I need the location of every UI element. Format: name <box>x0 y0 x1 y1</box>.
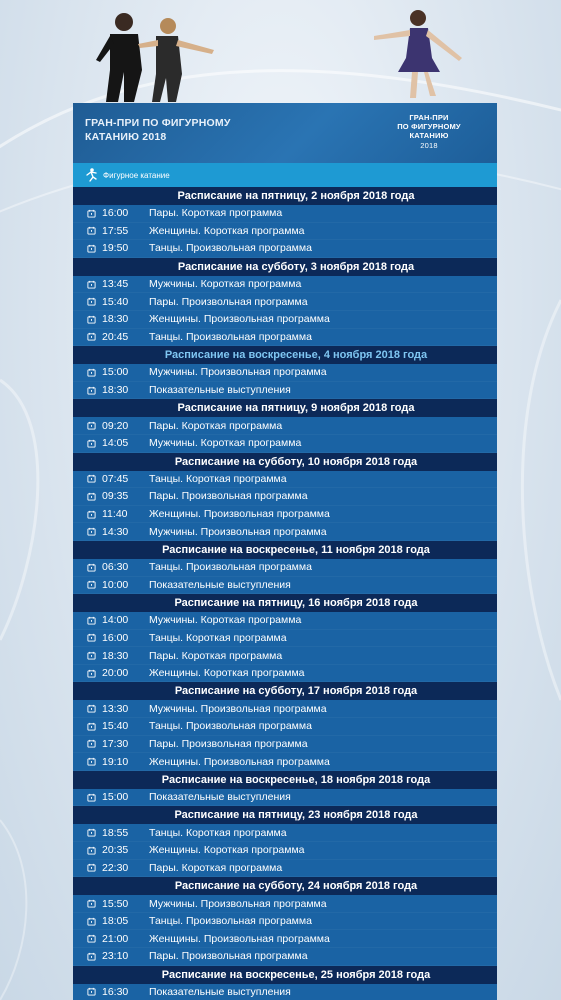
calendar-clock-icon <box>87 669 99 678</box>
calendar-clock-icon <box>87 952 99 961</box>
calendar-clock-icon <box>87 209 99 218</box>
schedule-row <box>73 523 497 541</box>
schedule-row <box>73 984 497 1000</box>
day-header: Расписание на пятницу, 9 ноября 2018 года <box>73 399 497 417</box>
schedule-row <box>73 293 497 311</box>
schedule-panel <box>73 103 497 1000</box>
event-time: 18:05 <box>102 915 129 928</box>
event-time: 19:10 <box>102 755 129 768</box>
schedule-row <box>73 824 497 842</box>
schedule-row <box>73 488 497 506</box>
calendar-clock-icon <box>87 651 99 660</box>
time-cell <box>73 986 141 998</box>
category-label: Фигурное катание <box>103 170 170 180</box>
event-name: Мужчины. Произвольная программа <box>149 366 327 379</box>
event-time: 15:40 <box>102 295 129 308</box>
schedule-row <box>73 736 497 754</box>
event-time: 14:00 <box>102 614 129 627</box>
event-name: Женщины. Произвольная программа <box>149 508 330 521</box>
day-header: Расписание на воскресенье, 4 ноября 2018 года <box>73 346 497 364</box>
schedule-row <box>73 700 497 718</box>
schedule-row <box>73 647 497 665</box>
schedule-row <box>73 276 497 294</box>
event-name: Женщины. Короткая программа <box>149 844 305 857</box>
time-cell <box>73 844 141 856</box>
event-time: 15:00 <box>102 366 129 379</box>
calendar-clock-icon <box>87 226 99 235</box>
calendar-clock-icon <box>87 386 99 395</box>
time-cell <box>73 561 141 573</box>
event-name: Пары. Произвольная программа <box>149 737 308 750</box>
event-name: Мужчины. Короткая программа <box>149 278 302 291</box>
event-time: 13:45 <box>102 278 129 291</box>
schedule-row <box>73 240 497 258</box>
time-cell <box>73 915 141 927</box>
time-cell <box>73 313 141 325</box>
calendar-clock-icon <box>87 315 99 324</box>
day-header: Расписание на воскресенье, 25 ноября 2018 года <box>73 966 497 984</box>
calendar-clock-icon <box>87 616 99 625</box>
event-name: Танцы. Произвольная программа <box>149 915 312 928</box>
grand-prix-logo <box>389 113 469 150</box>
schedule-row <box>73 435 497 453</box>
schedule-row <box>73 364 497 382</box>
calendar-clock-icon <box>87 846 99 855</box>
event-time: 15:40 <box>102 720 129 733</box>
time-cell <box>73 632 141 644</box>
time-cell <box>73 933 141 945</box>
event-time: 16:00 <box>102 207 129 220</box>
calendar-clock-icon <box>87 633 99 642</box>
event-time: 18:30 <box>102 313 129 326</box>
calendar-clock-icon <box>87 987 99 996</box>
day-header: Расписание на пятницу, 2 ноября 2018 года <box>73 187 497 205</box>
time-cell <box>73 650 141 662</box>
schedule-row <box>73 329 497 347</box>
title-line: ГРАН-ПРИ ПО ФИГУРНОМУ <box>85 117 231 129</box>
schedule-row <box>73 559 497 577</box>
event-time: 15:00 <box>102 791 129 804</box>
event-time: 21:00 <box>102 932 129 945</box>
time-cell <box>73 242 141 254</box>
schedule-row <box>73 842 497 860</box>
time-cell <box>73 756 141 768</box>
event-name: Мужчины. Произвольная программа <box>149 525 327 538</box>
schedule-row <box>73 789 497 807</box>
day-header: Расписание на субботу, 10 ноября 2018 года <box>73 453 497 471</box>
calendar-clock-icon <box>87 722 99 731</box>
time-cell <box>73 950 141 962</box>
time-cell <box>73 827 141 839</box>
event-name: Женщины. Произвольная программа <box>149 313 330 326</box>
schedule-row <box>73 382 497 400</box>
schedule-row <box>73 948 497 966</box>
event-name: Пары. Короткая программа <box>149 649 283 662</box>
calendar-clock-icon <box>87 793 99 802</box>
schedule-list <box>73 187 497 1000</box>
time-cell <box>73 296 141 308</box>
time-cell <box>73 508 141 520</box>
schedule-row <box>73 718 497 736</box>
event-name: Женщины. Короткая программа <box>149 224 305 237</box>
event-name: Мужчины. Короткая программа <box>149 614 302 627</box>
page-title <box>85 116 285 144</box>
calendar-clock-icon <box>87 828 99 837</box>
event-name: Показательные выступления <box>149 578 291 591</box>
schedule-row <box>73 205 497 223</box>
event-name: Женщины. Короткая программа <box>149 667 305 680</box>
event-time: 17:30 <box>102 737 129 750</box>
time-cell <box>73 791 141 803</box>
schedule-row <box>73 630 497 648</box>
event-time: 15:50 <box>102 897 129 910</box>
event-name: Женщины. Произвольная программа <box>149 755 330 768</box>
calendar-clock-icon <box>87 439 99 448</box>
event-time: 16:00 <box>102 631 129 644</box>
time-cell <box>73 703 141 715</box>
schedule-row <box>73 913 497 931</box>
event-name: Пары. Короткая программа <box>149 207 283 220</box>
schedule-header <box>73 103 497 163</box>
day-header: Расписание на субботу, 24 ноября 2018 года <box>73 877 497 895</box>
time-cell <box>73 667 141 679</box>
schedule-row <box>73 860 497 878</box>
event-name: Пары. Произвольная программа <box>149 490 308 503</box>
event-time: 06:30 <box>102 561 129 574</box>
logo-year: 2018 <box>420 141 438 150</box>
event-time: 20:35 <box>102 844 129 857</box>
time-cell <box>73 614 141 626</box>
calendar-clock-icon <box>87 297 99 306</box>
calendar-clock-icon <box>87 563 99 572</box>
calendar-clock-icon <box>87 917 99 926</box>
calendar-clock-icon <box>87 739 99 748</box>
time-cell <box>73 720 141 732</box>
day-header: Расписание на пятницу, 23 ноября 2018 года <box>73 806 497 824</box>
event-name: Танцы. Произвольная программа <box>149 561 312 574</box>
calendar-clock-icon <box>87 421 99 430</box>
event-time: 14:30 <box>102 525 129 538</box>
event-name: Танцы. Произвольная программа <box>149 330 312 343</box>
skaters-photo <box>0 0 561 105</box>
event-name: Показательные выступления <box>149 985 291 998</box>
event-time: 20:45 <box>102 330 129 343</box>
time-cell <box>73 738 141 750</box>
schedule-row <box>73 930 497 948</box>
schedule-row <box>73 471 497 489</box>
calendar-clock-icon <box>87 899 99 908</box>
time-cell <box>73 526 141 538</box>
event-time: 17:55 <box>102 224 129 237</box>
event-name: Показательные выступления <box>149 384 291 397</box>
schedule-row <box>73 223 497 241</box>
event-time: 20:00 <box>102 667 129 680</box>
time-cell <box>73 437 141 449</box>
event-time: 09:20 <box>102 419 129 432</box>
event-time: 18:55 <box>102 826 129 839</box>
day-header: Расписание на воскресенье, 18 ноября 2018 года <box>73 771 497 789</box>
event-name: Танцы. Короткая программа <box>149 826 287 839</box>
event-time: 18:30 <box>102 384 129 397</box>
time-cell <box>73 207 141 219</box>
day-header: Расписание на субботу, 17 ноября 2018 года <box>73 682 497 700</box>
schedule-row <box>73 895 497 913</box>
calendar-clock-icon <box>87 704 99 713</box>
event-name: Танцы. Произвольная программа <box>149 720 312 733</box>
logo-line: ПО ФИГУРНОМУ <box>397 122 461 131</box>
event-time: 19:50 <box>102 242 129 255</box>
calendar-clock-icon <box>87 280 99 289</box>
day-header: Расписание на воскресенье, 11 ноября 2018 года <box>73 541 497 559</box>
day-header: Расписание на субботу, 3 ноября 2018 года <box>73 258 497 276</box>
calendar-clock-icon <box>87 863 99 872</box>
time-cell <box>73 384 141 396</box>
event-name: Пары. Произвольная программа <box>149 950 308 963</box>
event-name: Показательные выступления <box>149 791 291 804</box>
time-cell <box>73 420 141 432</box>
event-time: 16:30 <box>102 985 129 998</box>
time-cell <box>73 473 141 485</box>
schedule-row <box>73 665 497 683</box>
event-name: Мужчины. Произвольная программа <box>149 897 327 910</box>
schedule-row <box>73 311 497 329</box>
calendar-clock-icon <box>87 757 99 766</box>
figure-skating-icon <box>83 167 99 183</box>
event-time: 10:00 <box>102 578 129 591</box>
event-time: 14:05 <box>102 437 129 450</box>
logo-line: ГРАН-ПРИ <box>409 113 449 122</box>
event-name: Пары. Короткая программа <box>149 419 283 432</box>
schedule-row <box>73 506 497 524</box>
time-cell <box>73 278 141 290</box>
event-time: 13:30 <box>102 702 129 715</box>
calendar-clock-icon <box>87 244 99 253</box>
day-header: Расписание на пятницу, 16 ноября 2018 года <box>73 594 497 612</box>
calendar-clock-icon <box>87 934 99 943</box>
event-time: 18:30 <box>102 649 129 662</box>
event-time: 23:10 <box>102 950 129 963</box>
time-cell <box>73 366 141 378</box>
calendar-clock-icon <box>87 580 99 589</box>
schedule-row <box>73 417 497 435</box>
event-time: 22:30 <box>102 861 129 874</box>
event-name: Мужчины. Произвольная программа <box>149 702 327 715</box>
time-cell <box>73 862 141 874</box>
time-cell <box>73 898 141 910</box>
schedule-row <box>73 577 497 595</box>
time-cell <box>73 579 141 591</box>
time-cell <box>73 490 141 502</box>
calendar-clock-icon <box>87 510 99 519</box>
event-name: Танцы. Короткая программа <box>149 631 287 644</box>
event-name: Танцы. Произвольная программа <box>149 242 312 255</box>
event-name: Мужчины. Короткая программа <box>149 437 302 450</box>
calendar-clock-icon <box>87 332 99 341</box>
event-time: 07:45 <box>102 472 129 485</box>
time-cell <box>73 331 141 343</box>
title-line: КАТАНИЮ 2018 <box>85 131 167 143</box>
schedule-row <box>73 753 497 771</box>
calendar-clock-icon <box>87 527 99 536</box>
calendar-clock-icon <box>87 474 99 483</box>
event-name: Пары. Произвольная программа <box>149 295 308 308</box>
event-name: Танцы. Короткая программа <box>149 472 287 485</box>
event-name: Женщины. Произвольная программа <box>149 932 330 945</box>
calendar-clock-icon <box>87 368 99 377</box>
time-cell <box>73 225 141 237</box>
event-name: Пары. Короткая программа <box>149 861 283 874</box>
logo-line: КАТАНИЮ <box>409 131 449 140</box>
event-time: 11:40 <box>102 508 128 521</box>
calendar-clock-icon <box>87 492 99 501</box>
schedule-row <box>73 612 497 630</box>
event-time: 09:35 <box>102 490 129 503</box>
category-bar <box>73 163 497 187</box>
